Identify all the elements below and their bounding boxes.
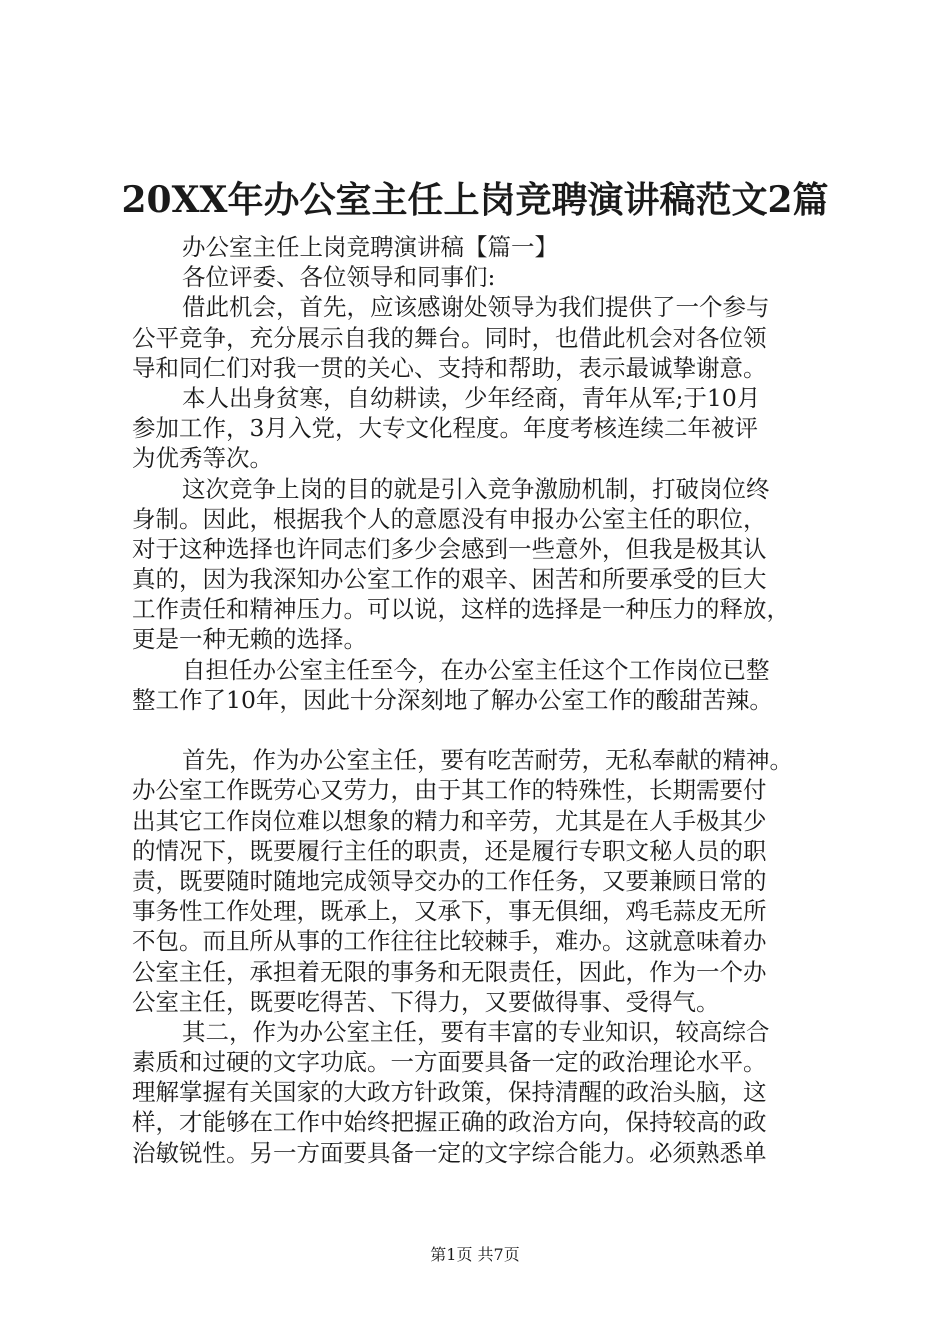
document-title: 20XX年办公室主任上岗竞聘演讲稿范文2篇 — [121, 179, 829, 221]
text-line: 为优秀等次。 — [132, 444, 273, 473]
page-footer: 第1页 共7页 — [430, 1245, 520, 1264]
text-line: 对于这种选择也许同志们多少会感到一些意外，但我是极其认 — [132, 534, 767, 563]
text-line: 导和同仁们对我一贯的关心、支持和帮助，表示最诚挚谢意。 — [132, 353, 767, 382]
text-line: 更是一种无赖的选择。 — [132, 625, 367, 654]
document-body — [132, 232, 832, 1168]
text-line: 首先，作为办公室主任，要有吃苦耐劳，无私奉献的精神。 — [182, 746, 793, 775]
text-line: 办公室主任上岗竞聘演讲稿【篇一】 — [182, 233, 558, 261]
text-line: 其二，作为办公室主任，要有丰富的专业知识，较高综合 — [182, 1017, 770, 1046]
text-line: 公室主任，既要吃得苦、下得力，又要做得事、受得气。 — [132, 987, 720, 1016]
text-line: 参加工作，3月入党，大专文化程度。年度考核连续二年被评 — [132, 414, 758, 443]
text-line: 样，才能够在工作中始终把握正确的政治方向，保持较高的政 — [132, 1108, 767, 1137]
text-line: 公平竞争，充分展示自我的舞台。同时，也借此机会对各位领 — [132, 323, 767, 352]
text-line: 真的，因为我深知办公室工作的艰辛、困苦和所要承受的巨大 — [132, 565, 767, 594]
text-line: 身制。因此，根据我个人的意愿没有申报办公室主任的职位， — [132, 504, 767, 533]
text-line: 的情况下，既要履行主任的职责，还是履行专职文秘人员的职 — [132, 836, 767, 865]
text-line: 理解掌握有关国家的大政方针政策，保持清醒的政治头脑，这 — [132, 1078, 767, 1107]
text-line: 这次竞争上岗的目的就是引入竞争激励机制，打破岗位终 — [182, 474, 770, 503]
text-line: 本人出身贫寒，自幼耕读，少年经商，青年从军;于10月 — [182, 383, 761, 412]
text-line: 公室主任，承担着无限的事务和无限责任，因此，作为一个办 — [132, 957, 767, 986]
text-line: 事务性工作处理，既承上，又承下，事无俱细，鸡毛蒜皮无所 — [132, 897, 767, 926]
text-line: 自担任办公室主任至今，在办公室主任这个工作岗位已整 — [182, 655, 770, 684]
text-line: 整工作了10年，因此十分深刻地了解办公室工作的酸甜苦辣。 — [132, 685, 773, 714]
text-line: 治敏锐性。另一方面要具备一定的文字综合能力。必须熟悉单 — [132, 1138, 767, 1167]
text-line: 责，既要随时随地完成领导交办的工作任务，又要兼顾日常的 — [132, 866, 767, 895]
text-line: 借此机会，首先，应该感谢处领导为我们提供了一个参与 — [182, 293, 770, 322]
blank-line — [132, 715, 832, 745]
text-line: 素质和过硬的文字功底。一方面要具备一定的政治理论水平。 — [132, 1048, 767, 1077]
text-line: 工作责任和精神压力。可以说，这样的选择是一种压力的释放， — [132, 595, 790, 624]
text-line: 出其它工作岗位难以想象的精力和辛劳，尤其是在人手极其少 — [132, 806, 767, 835]
text-line: 办公室工作既劳心又劳力，由于其工作的特殊性，长期需要付 — [132, 776, 767, 805]
text-line: 不包。而且所从事的工作往往比较棘手，难办。这就意味着办 — [132, 927, 767, 956]
text-line: 各位评委、各位领导和同事们: — [182, 263, 496, 292]
